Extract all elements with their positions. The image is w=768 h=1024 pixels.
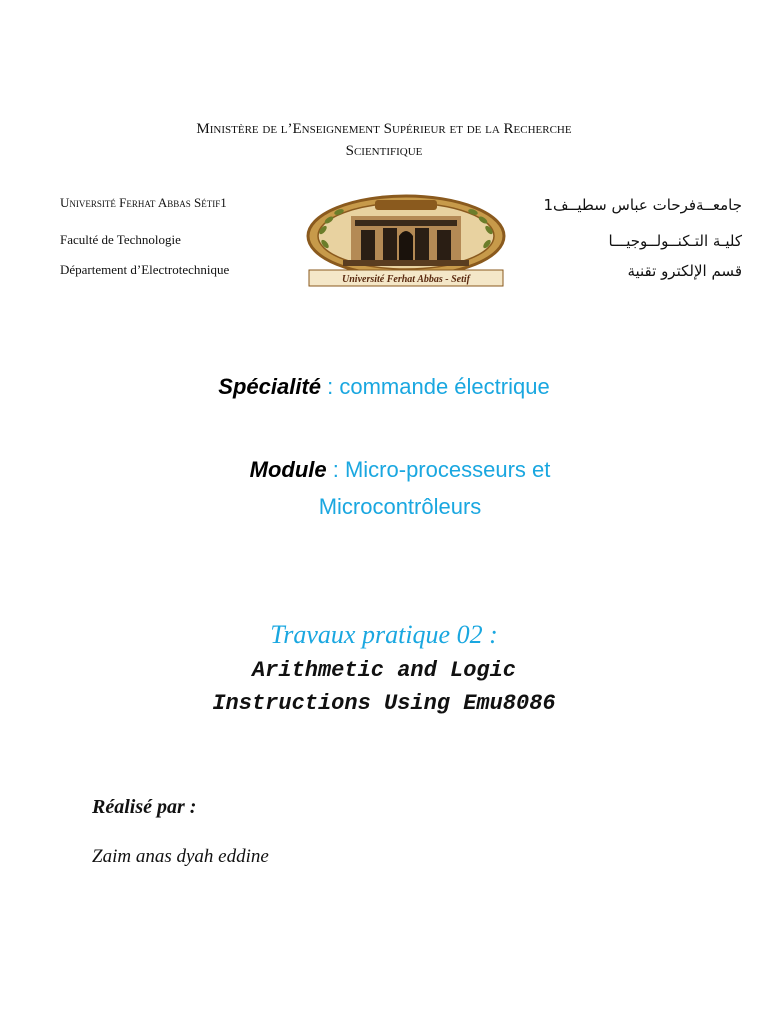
author-label: Réalisé par :	[92, 796, 197, 818]
module-separator: :	[326, 457, 345, 482]
module-value-line-2: Microcontrôleurs	[318, 494, 482, 519]
arabic-department-name: قسم الإلكترو تقنية	[627, 262, 742, 280]
tp-subject-line-2: Instructions Using Emu8086	[212, 691, 556, 716]
specialite-separator: :	[321, 374, 340, 399]
tp-subject	[0, 654, 768, 720]
university-name: Université Ferhat Abbas Sétif1	[60, 195, 227, 210]
specialite-line	[0, 374, 768, 400]
department-name: Département d’Electrotechnique	[60, 262, 230, 277]
arabic-university-name: جامعــةفرحات عباس سطيــف1	[543, 196, 742, 214]
module-value-line-1: Micro-processeurs et	[344, 457, 551, 482]
faculty-name: Faculté de Technologie	[60, 232, 181, 247]
author-name: Zaim anas dyah eddine	[92, 846, 269, 867]
module-label: Module	[249, 457, 327, 482]
ministry-line-1: Ministère de l’Enseignement Supérieur et de la Recherche	[196, 121, 572, 137]
module-line-1	[190, 451, 610, 488]
arabic-faculty-name: كليـة التـكنــولــوجيـــا	[608, 232, 742, 250]
logo-caption: Université Ferhat Abbas - Setif	[342, 274, 470, 285]
university-logo-icon	[303, 190, 509, 290]
tp-title: Travaux pratique 02 :	[270, 620, 498, 649]
specialite-label: Spécialité	[218, 374, 322, 399]
module-block	[190, 451, 610, 525]
university-logo	[303, 190, 509, 290]
tp-subject-line-1: Arithmetic and Logic	[251, 658, 517, 683]
ministry-title	[60, 118, 708, 162]
ministry-line-2: Scientifique	[345, 143, 423, 159]
specialite-value: commande électrique	[339, 374, 550, 399]
